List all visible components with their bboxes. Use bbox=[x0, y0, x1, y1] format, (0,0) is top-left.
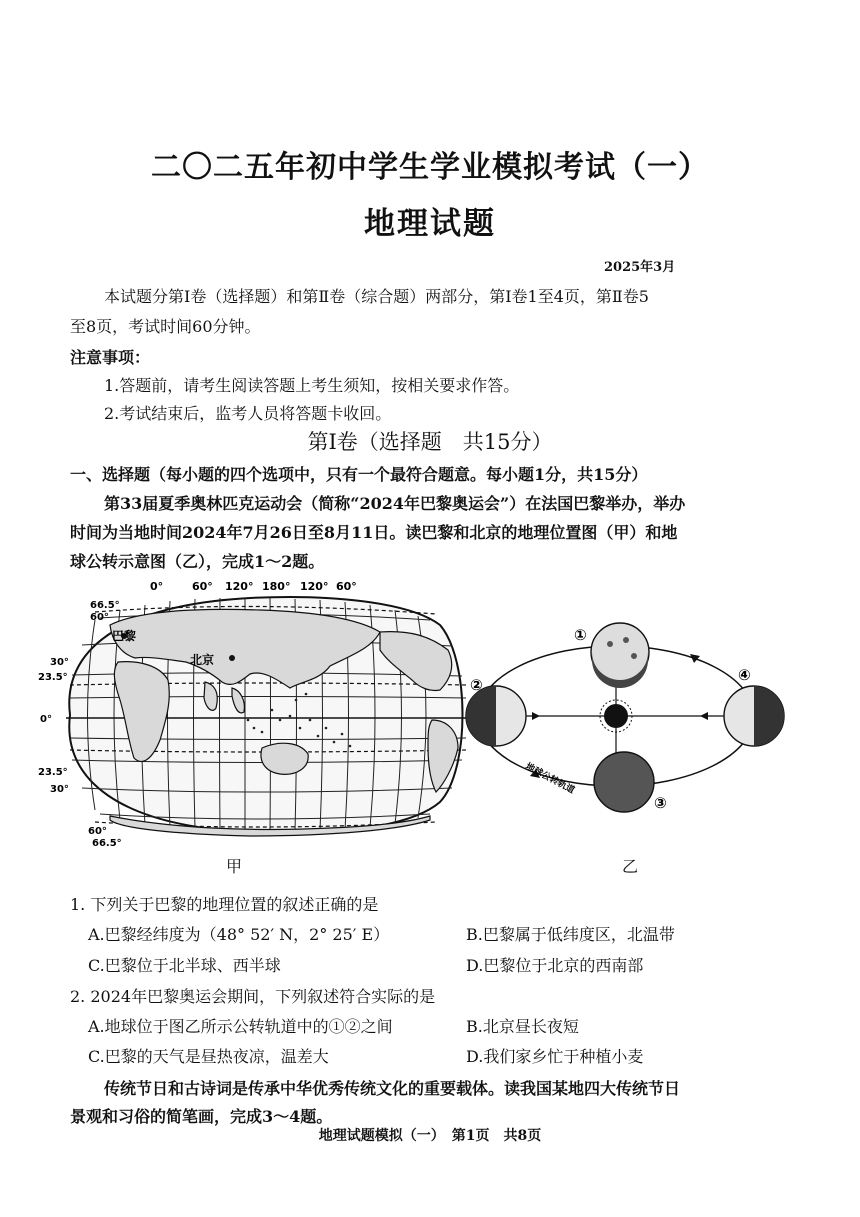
question-2-option-c: C.巴黎的天气是昼热夜凉，温差大 bbox=[88, 1047, 329, 1066]
question-1-option-d: D.巴黎位于北京的西南部 bbox=[466, 956, 644, 975]
map-caption: 甲 bbox=[226, 857, 243, 876]
notes-heading: 注意事项： bbox=[70, 348, 151, 367]
exam-title: 二〇二五年初中学生学业模拟考试（一） bbox=[151, 150, 709, 185]
section-title: 第Ⅰ卷（选择题 共15分） bbox=[307, 430, 553, 454]
sun-icon bbox=[604, 704, 628, 728]
notes-item-1: 1.答题前，请考生阅读答题上考生须知，按相关要求作答。 bbox=[104, 376, 520, 395]
earth-position-1 bbox=[591, 623, 649, 688]
question-1-option-a: A.巴黎经纬度为（48° 52′ N，2° 25′ E） bbox=[88, 925, 390, 944]
figures bbox=[0, 570, 860, 880]
lon-label: 60° bbox=[192, 580, 213, 593]
notes-item-2: 2.考试结束后，监考人员将答题卡收回。 bbox=[104, 404, 392, 423]
orbit-label: 地球公转轨道 bbox=[523, 761, 576, 797]
section-instruction: 一、选择题（每小题的四个选项中，只有一个最符合题意。每小题1分，共15分） bbox=[70, 465, 648, 484]
page-footer: 地理试题模拟（一） 第1页 共8页 bbox=[318, 1128, 542, 1144]
lat-label: 30° bbox=[50, 657, 69, 668]
lon-label: 120° bbox=[300, 580, 329, 593]
question-2-option-a: A.地球位于图乙所示公转轨道中的①②之间 bbox=[88, 1017, 393, 1036]
position-2-label: ② bbox=[470, 676, 483, 694]
earth-position-2 bbox=[466, 686, 526, 746]
intro-line-2: 至8页，考试时间60分钟。 bbox=[70, 317, 261, 336]
question-2-option-d: D.我们家乡忙于种植小麦 bbox=[466, 1047, 644, 1066]
beijing-label: 北京 bbox=[190, 653, 215, 667]
position-3-label: ③ bbox=[654, 794, 667, 812]
question-2-stem: 2. 2024年巴黎奥运会期间，下列叙述符合实际的是 bbox=[70, 987, 436, 1006]
subject-title: 地理试题 bbox=[364, 206, 496, 242]
lat-label: 0° bbox=[40, 714, 52, 725]
lat-label: 60° bbox=[90, 612, 109, 623]
lat-label: 23.5° bbox=[38, 672, 68, 683]
question-1-stem: 1. 下列关于巴黎的地理位置的叙述正确的是 bbox=[70, 895, 379, 914]
question-1-option-c: C.巴黎位于北半球、西半球 bbox=[88, 956, 281, 975]
stem1-line-1: 第33届夏季奥林匹克运动会（简称“2024年巴黎奥运会”）在法国巴黎举办，举办 bbox=[104, 494, 686, 513]
lat-label: 66.5° bbox=[90, 600, 120, 611]
lon-label: 60° bbox=[336, 580, 357, 593]
orbit-caption: 乙 bbox=[622, 857, 639, 876]
question-1-option-b: B.巴黎属于低纬度区，北温带 bbox=[466, 925, 675, 944]
stem2-line-2: 景观和习俗的简笔画，完成3～4题。 bbox=[70, 1107, 333, 1126]
position-1-label: ① bbox=[574, 626, 587, 644]
earth-position-3 bbox=[594, 752, 654, 812]
lat-label: 66.5° bbox=[92, 838, 122, 849]
lat-label: 23.5° bbox=[38, 767, 68, 778]
intro-line-1: 本试题分第Ⅰ卷（选择题）和第Ⅱ卷（综合题）两部分，第Ⅰ卷1至4页，第Ⅱ卷5 bbox=[104, 287, 649, 306]
earth-position-4 bbox=[724, 686, 784, 746]
stem1-line-2: 时间为当地时间2024年7月26日至8月11日。读巴黎和北京的地理位置图（甲）和地 bbox=[70, 523, 678, 542]
lat-label: 30° bbox=[50, 784, 69, 795]
paris-label: 巴黎 bbox=[112, 629, 137, 643]
orbit-diagram bbox=[466, 623, 784, 812]
lon-label: 0° bbox=[150, 580, 164, 593]
beijing-marker bbox=[229, 655, 235, 661]
world-map bbox=[38, 580, 470, 849]
lon-label: 180° bbox=[262, 580, 291, 593]
exam-date: 2025年3月 bbox=[604, 260, 676, 275]
stem1-line-3: 球公转示意图（乙），完成1～2题。 bbox=[70, 552, 325, 571]
lon-label: 120° bbox=[225, 580, 254, 593]
question-2-option-b: B.北京昼长夜短 bbox=[466, 1017, 579, 1036]
position-4-label: ④ bbox=[738, 666, 751, 684]
stem2-line-1: 传统节日和古诗词是传承中华优秀传统文化的重要载体。读我国某地四大传统节日 bbox=[104, 1079, 681, 1098]
lat-label: 60° bbox=[88, 826, 107, 837]
